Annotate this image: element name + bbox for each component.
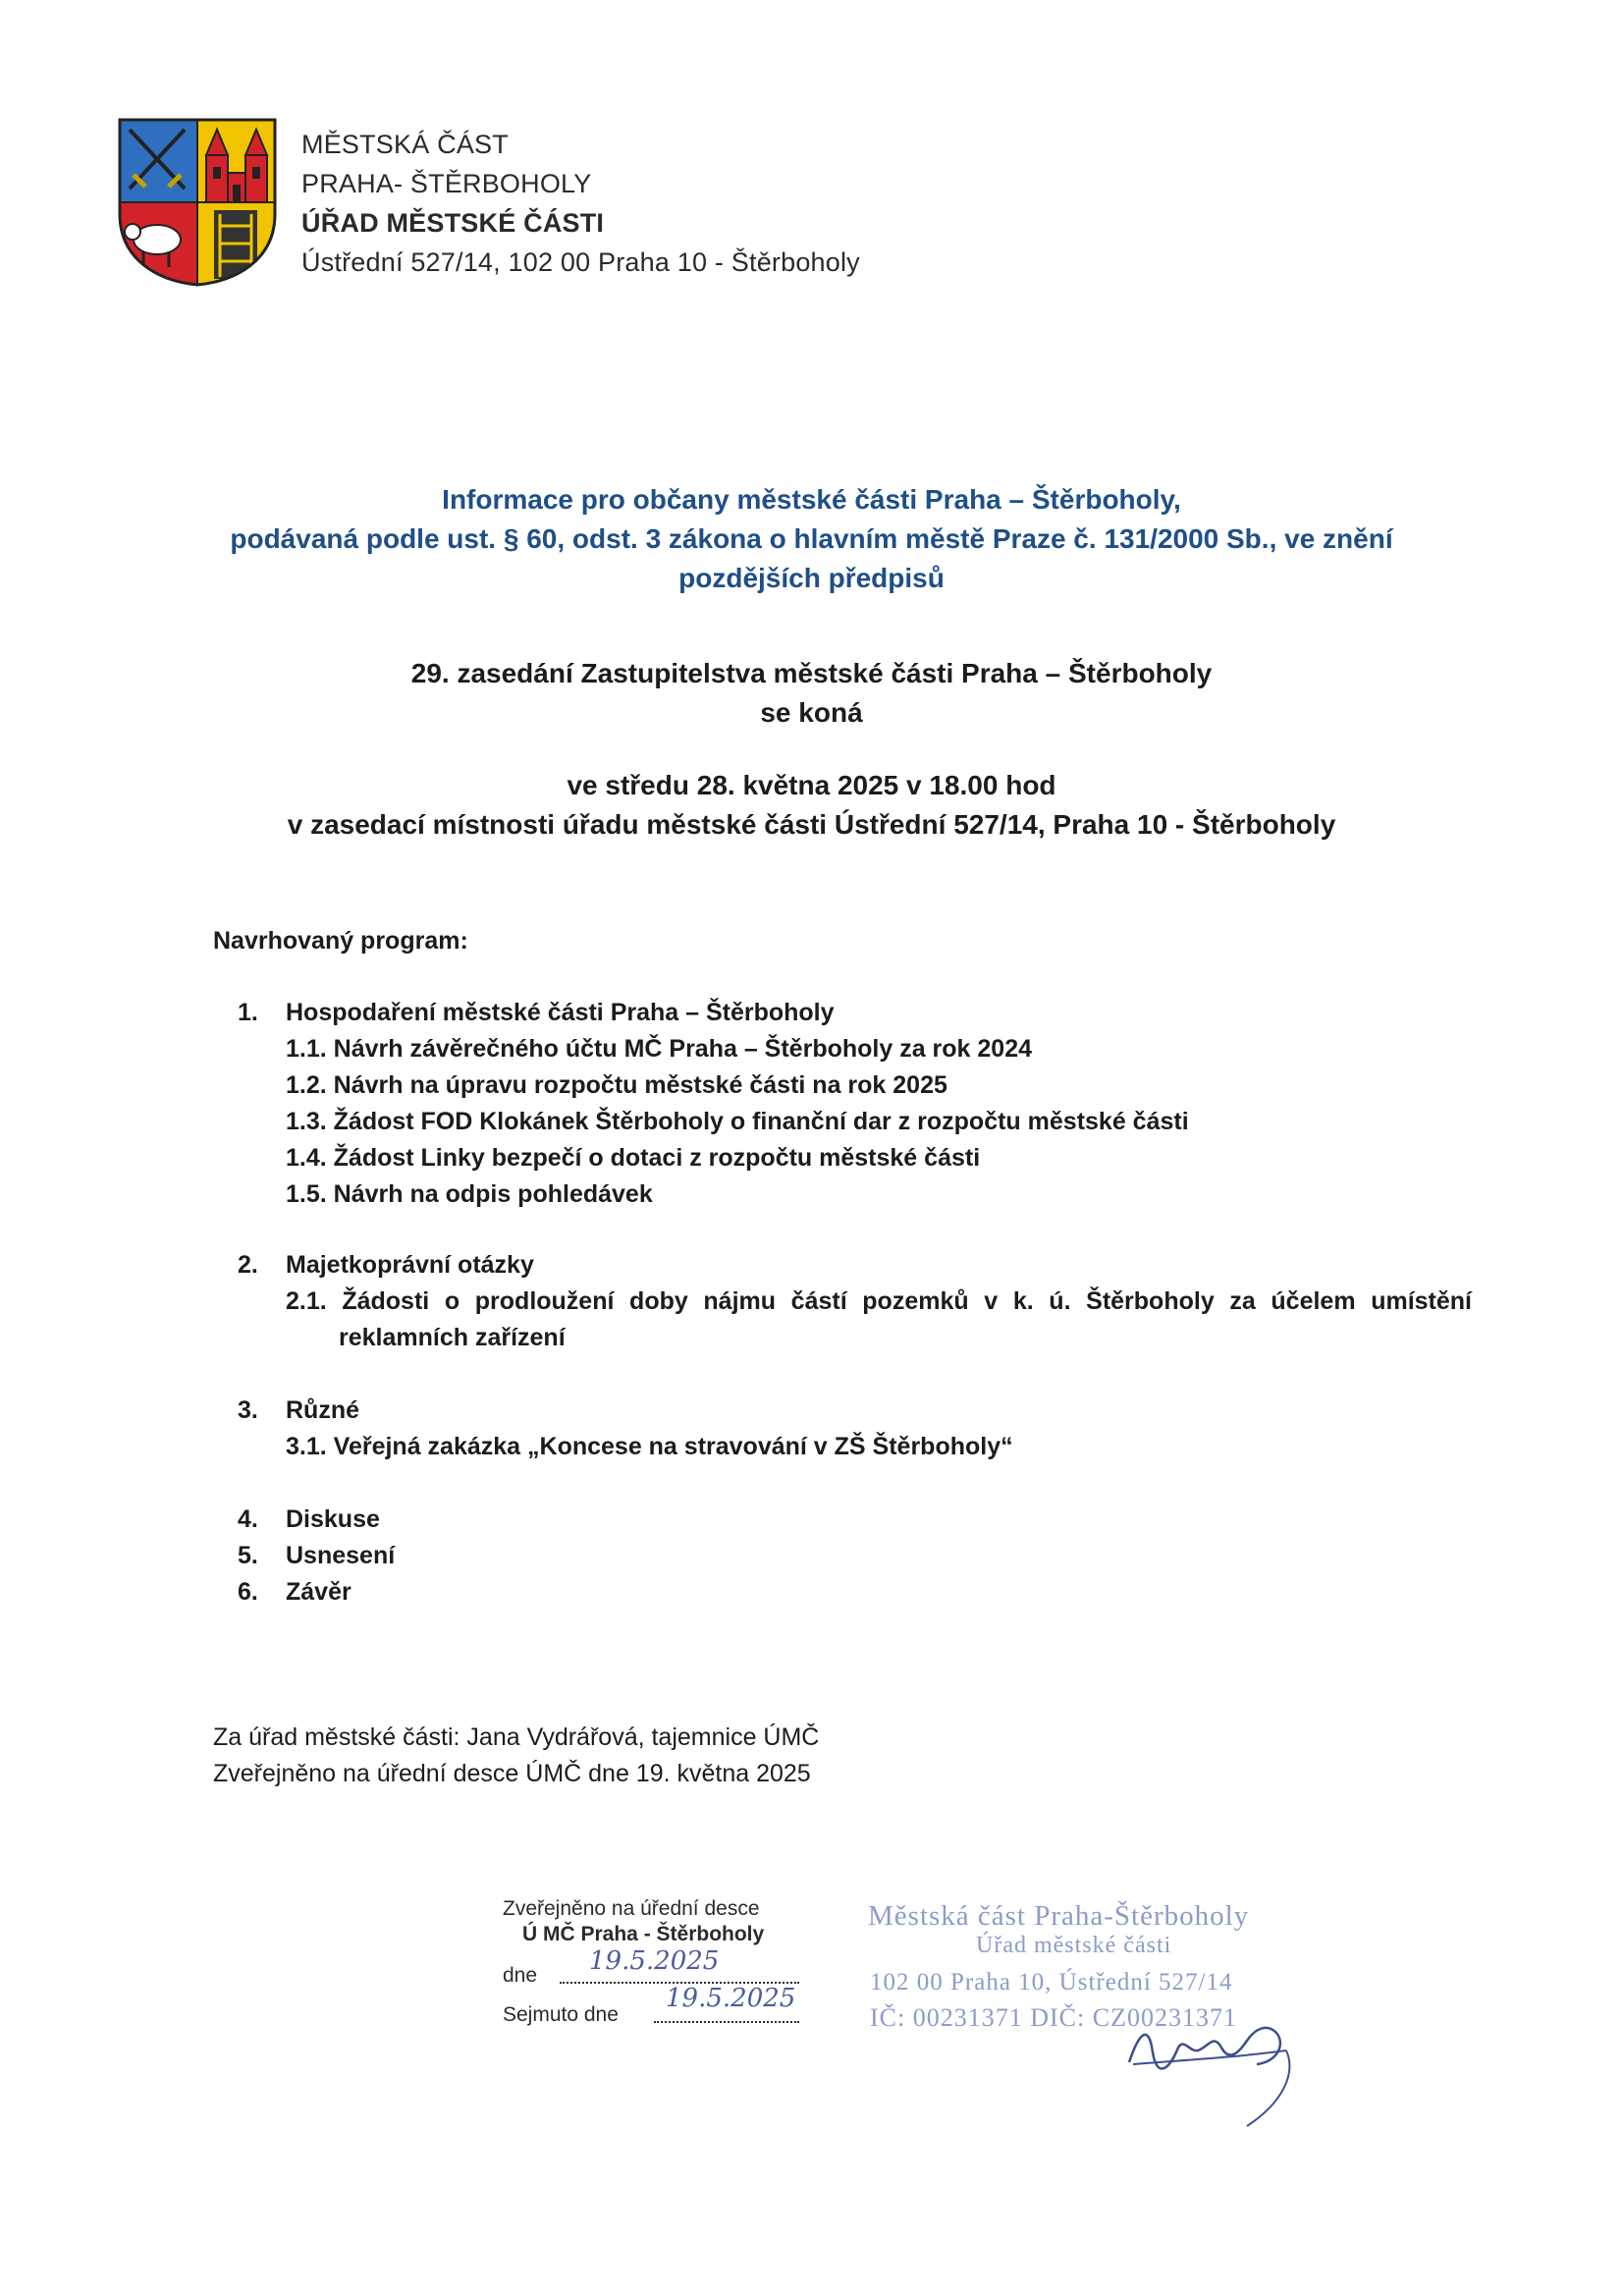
title-line-1: Informace pro občany městské části Praha – Štěrboholy, (442, 484, 1181, 515)
program-subitem: 2.1. Žádosti o prodloužení doby nájmu částí pozemků v k. ú. Štěrboholy za účelem umístění (286, 1287, 1472, 1315)
program-subitem: 1.5. Návrh na odpis pohledávek (286, 1180, 653, 1208)
meeting-se-kona: se koná (760, 697, 863, 728)
posted-dne-label: dne (503, 1964, 538, 1987)
program-item-num: 4. (238, 1505, 258, 1533)
signatory-line: Za úřad městské části: Jana Vydrářová, tajemnice ÚMČ (213, 1723, 820, 1751)
header-municipality: MĚSTSKÁ ČÁST (301, 130, 509, 159)
program-item-num: 6. (238, 1578, 258, 1606)
program-subitem: 1.4. Žádost Linky bezpečí o dotaci z rozpočtu městské části (286, 1144, 981, 1172)
title-line-3: pozdějších předpisů (678, 563, 945, 593)
posted-stamp-line-2: Ú MČ Praha - Štěrboholy (522, 1923, 765, 1945)
program-item: Usnesení (286, 1542, 396, 1569)
program-subitem: 3.1. Veřejná zakázka „Koncese na stravování v ZŠ Štěrboholy“ (286, 1433, 1013, 1460)
program-subitem: 1.2. Návrh na úpravu rozpočtu městské části na rok 2025 (286, 1071, 947, 1099)
program-item-num: 1. (238, 999, 258, 1026)
program-item: Různé (286, 1396, 359, 1424)
posted-sejmuto-handwritten-date: 19.5.2025 (666, 1984, 796, 2013)
posted-dne-handwritten-date: 19.5.2025 (589, 1946, 720, 1976)
meeting-datetime: ve středu 28. května 2025 v 18.00 hod (567, 770, 1056, 800)
meeting-location: v zasedací místnosti úřadu městské části Ústřední 527/14, Praha 10 - Štěrboholy (287, 809, 1336, 840)
posted-stamp-line-1: Zveřejněno na úřední desce (503, 1897, 760, 1920)
handwritten-signature (1119, 1994, 1306, 2131)
program-item-num: 3. (238, 1396, 258, 1424)
program-subitem-continuation: reklamních zařízení (339, 1324, 566, 1351)
office-stamp-line-4: IČ: 00231371 DIČ: CZ00231371 (870, 2003, 1237, 2032)
posted-dne-field (560, 1946, 799, 1984)
published-line: Zveřejněno na úřední desce ÚMČ dne 19. května 2025 (213, 1760, 811, 1787)
office-stamp-line-3: 102 00 Praha 10, Ústřední 527/14 (870, 1969, 1233, 1995)
header-office: ÚŘAD MĚSTSKÉ ČÁSTI (301, 208, 605, 238)
header-address: Ústřední 527/14, 102 00 Praha 10 - Štěrboholy (301, 247, 860, 277)
program-subitem: 1.3. Žádost FOD Klokánek Štěrboholy o finanční dar z rozpočtu městské části (286, 1108, 1189, 1135)
office-stamp-line-2: Úřad městské části (976, 1933, 1172, 1958)
header-district: PRAHA- ŠTĚRBOHOLY (301, 169, 592, 198)
program-item: Majetkoprávní otázky (286, 1251, 534, 1279)
office-stamp-line-1: Městská část Praha-Štěrboholy (868, 1900, 1250, 1932)
posted-sejmuto-field (654, 1984, 799, 2023)
posted-sejmuto-label: Sejmuto dne (503, 2003, 619, 2026)
program-item-num: 2. (238, 1251, 258, 1279)
program-item: Diskuse (286, 1505, 380, 1533)
meeting-title: 29. zasedání Zastupitelstva městské části Praha – Štěrboholy (410, 658, 1213, 688)
program-item-num: 5. (238, 1542, 258, 1569)
coat-of-arms-logo (116, 116, 279, 289)
program-item: Hospodaření městské části Praha – Štěrboholy (286, 999, 835, 1026)
program-subitem: 1.1. Návrh závěrečného účtu MČ Praha – Štěrboholy za rok 2024 (286, 1035, 1033, 1063)
title-line-2: podávaná podle ust. § 60, odst. 3 zákona o hlavním městě Praze č. 131/2000 Sb., ve znění (230, 523, 1393, 554)
program-heading: Navrhovaný program: (213, 927, 468, 955)
program-item: Závěr (286, 1578, 352, 1606)
